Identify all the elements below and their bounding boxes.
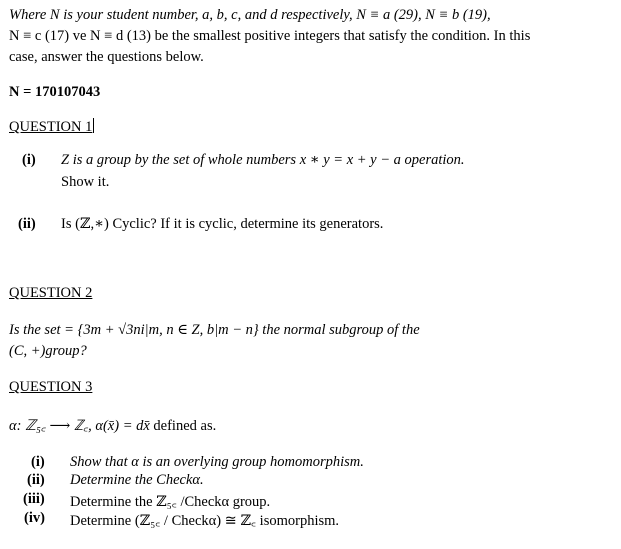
intro-line-1: Where N is your student number, a, b, c, and d respectively, N ≡ a (29), N ≡ b (19), <box>9 7 491 23</box>
q1-item-2-number: (ii) <box>18 216 36 232</box>
q1-item-1-number: (i) <box>22 152 36 168</box>
question-1-heading: QUESTION 1 <box>9 119 93 135</box>
q3-definition-text: defined as. <box>149 418 217 434</box>
q3-item-3-number: (iii) <box>23 491 45 507</box>
q3-item-4-number: (iv) <box>24 510 45 526</box>
text-cursor <box>93 118 94 133</box>
q3-item-4-text: Determine (ℤ₅꜀ / Checkα) ≅ ℤ꜀ isomorphism. <box>70 513 340 529</box>
question-3-heading: QUESTION 3 <box>9 379 93 395</box>
q3-item-3-text: Determine the ℤ₅꜀ /Checkα group. <box>70 494 271 510</box>
intro-line-2: N ≡ c (17) ve N ≡ d (13) be the smallest positive integers that satisfy the condition. In this <box>9 28 531 44</box>
q3-definition-math: α: ℤ₅꜀ ⟶ ℤ꜀, α(x̄) = dx̄ <box>9 418 150 434</box>
question-2-heading: QUESTION 2 <box>9 285 93 301</box>
q1-item-2-text: Is (ℤ,∗) Cyclic? If it is cyclic, determine its generators. <box>61 216 384 232</box>
q3-item-2-text: Determine the Checkα. <box>70 472 204 488</box>
q2-line-1: Is the set = {3m + √3ni|m, n ∈ Z, b|m − n} the normal subgroup of the <box>9 322 420 338</box>
q3-item-1-text: Show that α is an overlying group homomorphism. <box>70 454 364 470</box>
q3-item-2-number: (ii) <box>27 472 45 488</box>
q1-item-1-text-continued: Show it. <box>61 174 110 190</box>
q1-item-1-text: Z is a group by the set of whole numbers x ∗ y = x + y − a operation. <box>61 152 465 168</box>
q2-line-2: (C, +)group? <box>9 343 87 359</box>
question-1-heading-row <box>9 118 94 136</box>
q3-item-1-number: (i) <box>31 454 45 470</box>
intro-line-3: case, answer the questions below. <box>9 49 204 65</box>
q3-definition <box>9 415 216 435</box>
student-number: N = 170107043 <box>9 84 101 100</box>
